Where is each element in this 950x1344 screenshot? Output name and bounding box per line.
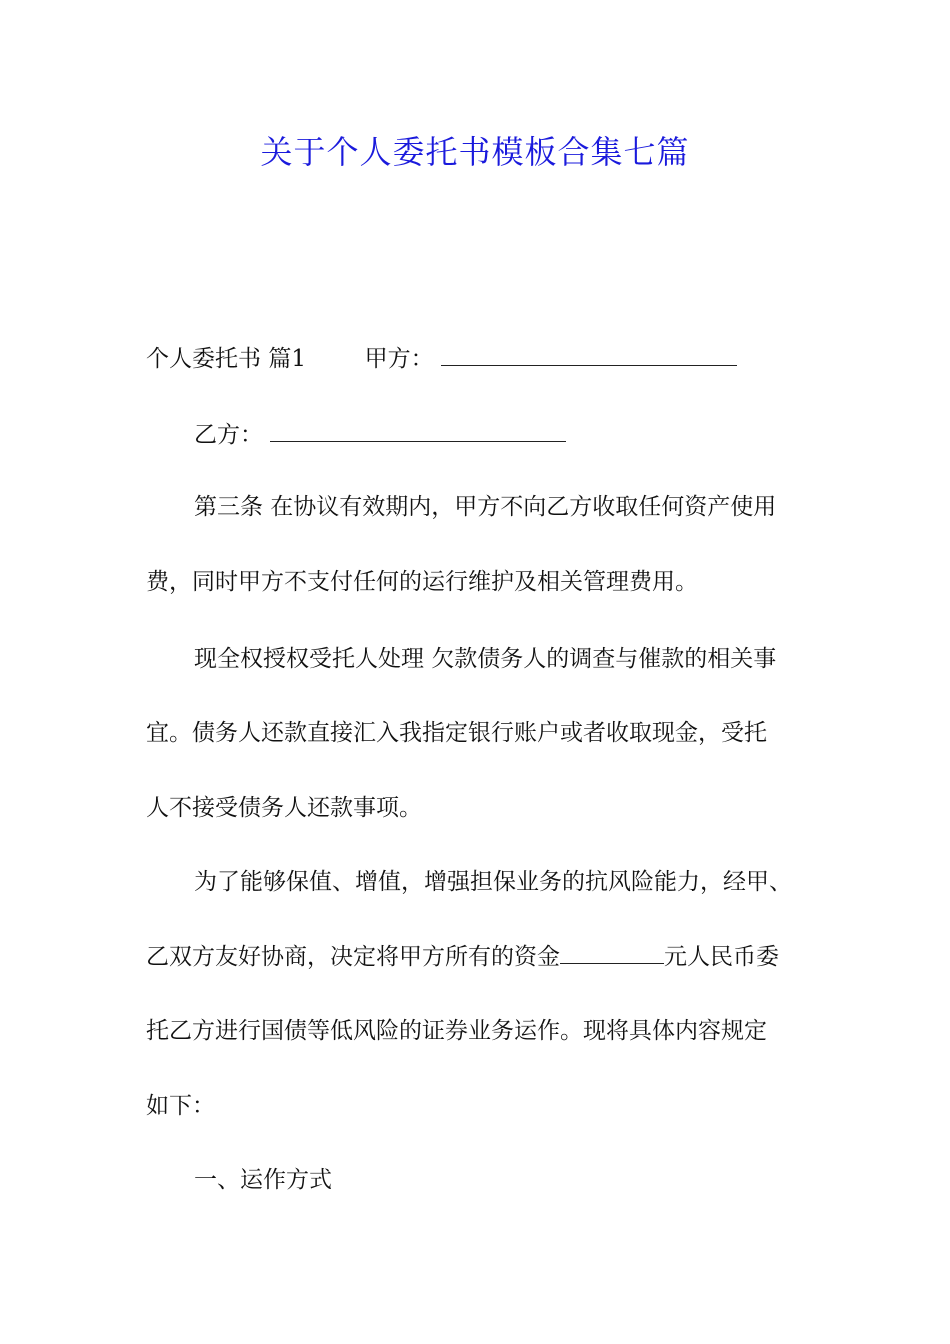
party-b-blank — [270, 419, 566, 442]
para3-line1: 第三条 在协议有效期内，甲方不向乙方收取任何资产使用 — [194, 494, 777, 520]
para5-line2-text-b: 元人民币委 — [664, 944, 779, 970]
para5-line4: 如下： — [146, 1093, 215, 1119]
party-b-line — [194, 419, 566, 451]
document-type: 个人委托书 — [146, 346, 261, 372]
para4-line1: 现全权授权受托人处理 欠款债务人的调查与催款的相关事 — [194, 646, 777, 672]
section-heading-1: 一、运作方式 — [194, 1167, 332, 1193]
party-a-blank — [441, 343, 737, 366]
party-a-label: 甲方： — [364, 346, 434, 372]
para5-line2 — [146, 941, 779, 973]
para3-line2: 费，同时甲方不支付任何的运行维护及相关管理费用。 — [146, 569, 698, 595]
header-line — [146, 343, 737, 375]
para4-line2: 宜。债务人还款直接汇入我指定银行账户或者收取现金，受托 — [146, 720, 767, 746]
document-title: 关于个人委托书模板合集七篇 — [260, 133, 690, 171]
para5-line2-text-a: 乙双方友好协商，决定将甲方所有的资金 — [146, 944, 560, 970]
para5-line3: 托乙方进行国债等低风险的证券业务运作。现将具体内容规定 — [146, 1018, 767, 1044]
section-number: 篇1 — [268, 346, 306, 372]
para4-line3: 人不接受债务人还款事项。 — [146, 795, 422, 821]
party-b-label: 乙方： — [194, 422, 263, 448]
amount-blank — [560, 941, 664, 964]
para5-line1: 为了能够保值、增值，增强担保业务的抗风险能力，经甲、 — [194, 869, 792, 895]
